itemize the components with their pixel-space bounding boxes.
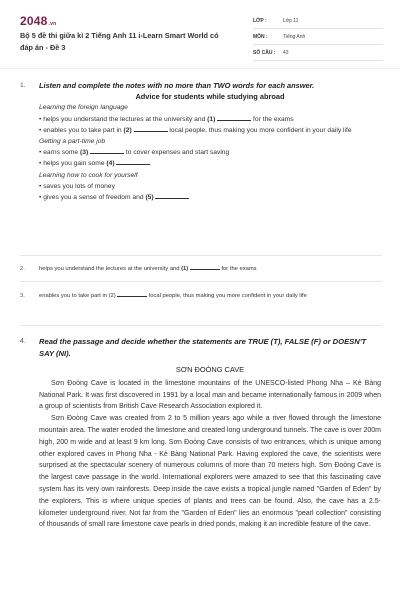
site-logo[interactable] (20, 14, 56, 28)
question-body (39, 80, 381, 203)
question-divider (20, 325, 382, 326)
notes-line: • helps you understand the lectures at the university and (1) for the exams (39, 115, 294, 123)
answer-blank[interactable] (190, 264, 220, 270)
passage-paragraph: Sơn Đoòng Cave was created from 2 to 5 million years ago while a river flowed through the limestone mountain area. The water eroded the limestone and created long underground tunnels. The cave is over 200m high, 200 m wide and at least 9 km long. Sơn Đoòng Cave consists of two entrances, which is unique among other explored caves in Phong Nha - Kẻ Bàng National Park. Having explored the cave, the scientists were surprised at the spectacular scenery of numerous columns of more than 70 meters high. Sơn Đoòng Cave is the largest cave passage in the world. International explorers were amazed to see that this fascinating cave system has its very own rainforests. Deep inside the cave exists a tropical jungle named "Garden of Eden" by the explorers. This is where unique species of plants and trees can be found. Also, the cave has a 2.5-kilometer underground river. Not far from the "Garden of Eden" lies an enormous "pearl collection" consisting of thousands of small rare limestone cave pearls in dried ponds, making it an incredible feature of the cave. (39, 415, 381, 529)
meta-label: LỚP : (253, 17, 267, 24)
answer-blank[interactable] (90, 148, 124, 154)
header-divider (0, 68, 400, 69)
document-title: Bộ 5 đề thi giữa kì 2 Tiếng Anh 11 i-Learn Smart World có đáp án - Đề 3 (20, 31, 219, 52)
notes-line: • enables you to take part in (2) local people, thus making you more confident in your daily life (39, 126, 352, 134)
answer-blank[interactable] (155, 193, 189, 199)
meta-value: 43 (283, 49, 289, 56)
notes-line: • helps you gain some (4) (39, 158, 381, 169)
meta-row-class (253, 13, 383, 29)
passage-paragraph: Sơn Đoòng Cave is located in the limestone mountains of the UNESCO-listed Phong Nha – Kẻ Bàng National Park. It was first discovered in 1991 by a local man and became internationally famous in 2009 when a group of scientists from British Cave Research Association explored it. (39, 379, 381, 411)
notes-line: • gives you a sense of freedom and (5) (39, 192, 381, 203)
meta-value: Tiếng Anh (283, 33, 306, 40)
notes-subheading: Learning the foreign language (39, 104, 128, 112)
question-body: helps you understand the lectures at the university and (1) for the exams (39, 266, 257, 272)
meta-label: SỐ CÂU : (253, 49, 276, 56)
notes-subheading: Getting a part-time job (39, 138, 106, 146)
meta-row-count (253, 45, 383, 61)
logo-suffix: .vn (48, 21, 57, 27)
answer-blank[interactable] (134, 126, 168, 132)
meta-row-subject (253, 29, 383, 45)
question-body: enables you to take part in (2) local people, thus making you more confident in your daily life (39, 293, 307, 299)
answer-blank[interactable] (117, 291, 147, 297)
page-header (0, 0, 400, 68)
logo-main: 2048 (20, 14, 48, 28)
question-instruction: Read the passage and decide whether the statements are TRUE (T), FALSE (F) or DOESN'T SAY (NI). (39, 337, 367, 358)
question-divider (20, 255, 382, 256)
notes-heading: Advice for students while studying abroad (135, 92, 285, 102)
meta-value: Lớp 11 (283, 17, 299, 24)
answer-blank[interactable] (116, 159, 150, 165)
question-divider (20, 281, 382, 282)
meta-label: MÔN : (253, 33, 268, 40)
answer-blank[interactable] (217, 115, 251, 121)
notes-subheading: Learning how to cook for yourself (39, 171, 138, 179)
notes-line: • earns some (3) to cover expenses and start saving (39, 149, 230, 157)
question-instruction: Listen and complete the notes with no more than TWO words for each answer. (39, 81, 315, 90)
notes-line: • saves you lots of money (39, 182, 115, 190)
question-number: 3. (20, 293, 25, 299)
question-number: 1. (20, 82, 26, 89)
question-number: 2. (20, 266, 25, 272)
question-number: 4. (20, 338, 26, 345)
meta-table (253, 13, 383, 61)
question-body (39, 336, 381, 531)
passage-title: SƠN ĐOÒNG CAVE (175, 365, 245, 374)
